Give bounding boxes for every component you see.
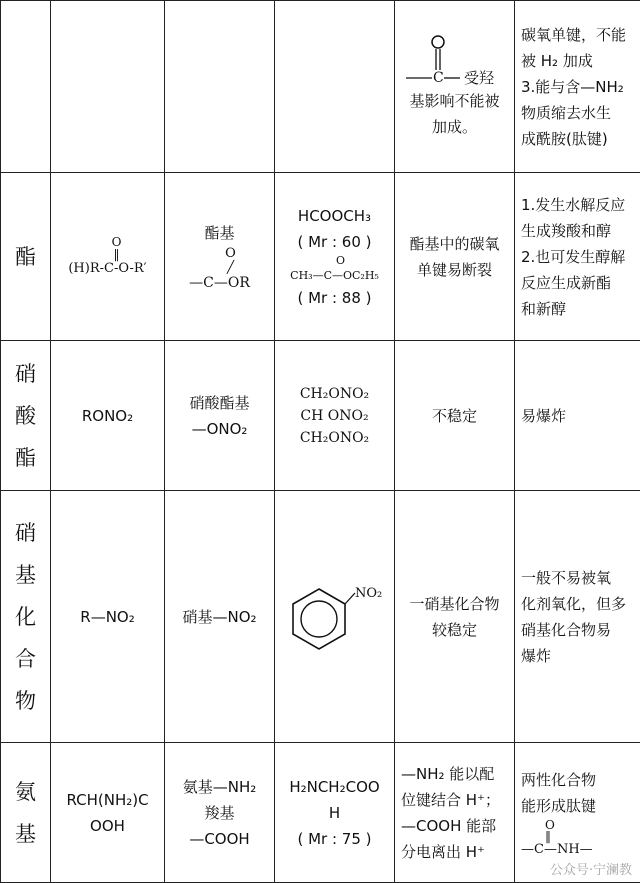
properties-cell: 碳氧单键，不能 被 H₂ 加成 3.能与含—NH₂ 物质缩去水生 成酰胺(肽键) (515, 1, 640, 173)
formula-cell-empty (51, 1, 165, 173)
group-cell-empty (165, 1, 275, 173)
rep-cell-empty (275, 1, 395, 173)
functional-group-cell: 氨基—NH₂ 羧基 —COOH (165, 743, 275, 883)
functional-group-cell: 硝酸酯基 —ONO₂ (165, 341, 275, 491)
table-row-continued (1, 1, 640, 173)
structure-note-cell (395, 1, 515, 173)
name-cell: 氨 基 (1, 743, 51, 883)
name-cell: 硝 基 化 合 物 (1, 491, 51, 743)
representative-cell: H₂NCH₂COO H ( Mr : 75 ) (275, 743, 395, 883)
structure-note-cell: —NH₂ 能以配 位键结合 H⁺； —COOH 能部 分电离出 H⁺ (395, 743, 515, 883)
table-row-nitrate-ester (1, 341, 640, 491)
structure-note-cell: 不稳定 (395, 341, 515, 491)
carbonyl-suffix: 受羟 (464, 69, 495, 87)
general-formula-cell: RCH(NH₂)C OOH (51, 743, 165, 883)
structure-note-cell: 一硝基化合物 较稳定 (395, 491, 515, 743)
structure-note-cell: 酯基中的碳氧 单键易断裂 (395, 173, 515, 341)
general-formula-cell: R—NO₂ (51, 491, 165, 743)
table-row-amino (1, 743, 640, 883)
general-formula-cell: RONO₂ (51, 341, 165, 491)
functional-group-cell: 酯基 O ╱ —C—OR (165, 173, 275, 341)
svg-text:C: C (433, 70, 444, 86)
properties-cell: 两性化合物 能形成肽键 O ‖ —C—NH— (515, 743, 640, 883)
table-row-nitro-compound (1, 491, 640, 743)
name-cell: 酯 (1, 173, 51, 341)
nitro-label: NO₂ (355, 586, 382, 601)
representative-cell: CH₂ONO₂ CH ONO₂ CH₂ONO₂ (275, 341, 395, 491)
functional-group-cell: 硝基—NO₂ (165, 491, 275, 743)
nitrobenzene-structure-icon (279, 577, 391, 657)
name-cell: 硝 酸 酯 (1, 341, 51, 491)
table-row-ester (1, 173, 640, 341)
representative-cell (275, 491, 395, 743)
representative-cell: HCOOCH₃ ( Mr : 60 ) O CH₃—C—OC₂H₅ ( Mr : 88 ) (275, 173, 395, 341)
structure-note-line: 基影响不能被 (399, 88, 510, 114)
watermark: 公众号·宁澜教 (550, 859, 632, 878)
properties-cell: 一般不易被氧 化剂氧化，但多 硝基化合物易 爆炸 (515, 491, 640, 743)
name-cell-empty (1, 1, 51, 173)
general-formula-cell: O ‖ (H)R-C-O-R′ (51, 173, 165, 341)
properties-cell: 1.发生水解反应 生成羧酸和醇 2.也可发生醇解 反应生成新酯 和新醇 (515, 173, 640, 341)
properties-cell: 易爆炸 (515, 341, 640, 491)
carbonyl-structure-icon (400, 34, 510, 88)
structure-note-line: 加成。 (399, 114, 510, 140)
